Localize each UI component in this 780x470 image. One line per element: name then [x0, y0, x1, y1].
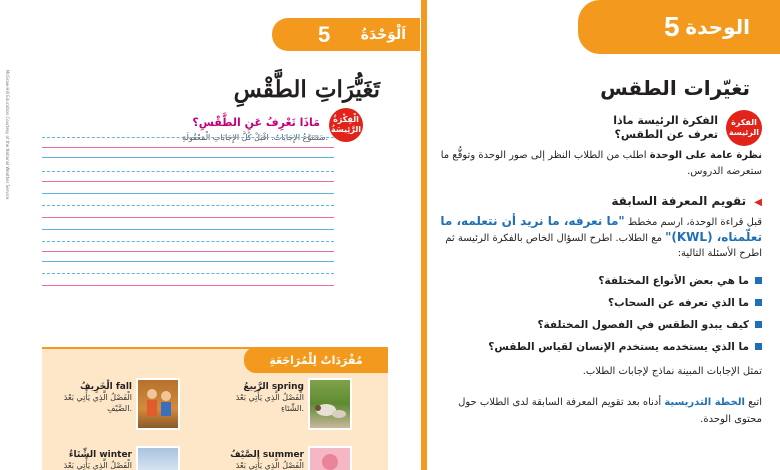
teaching-plan-link[interactable]: الخطة التدريسية: [664, 397, 745, 408]
sheep-icon: [310, 380, 350, 428]
big-idea-badge: الفكرة الرئيسة: [726, 110, 762, 146]
unit-number: 5: [664, 11, 680, 42]
teacher-page-title: تغيّرات الطقس: [600, 76, 750, 100]
question-list: [432, 270, 762, 358]
unit-number: 5: [318, 21, 331, 47]
vocab-term: الرَّبِيعُ spring: [243, 382, 304, 392]
unit-label: الوحدة: [685, 15, 750, 39]
big-idea-badge: الْفِكْرَةُ الرَّئِيسَةُ: [329, 108, 363, 142]
question-text: ما الذي يستخدمه يستخدم الإنسان لقياس الطقس؟: [488, 341, 749, 353]
question-text: ما هي بعض الأنواع المختلفة؟: [598, 275, 749, 287]
page-title: تَغَيُّرَاتِ الطَّقْسِ: [233, 76, 380, 103]
para-before: قبل قراءة الوحدة، ارسم مخطط: [627, 217, 762, 228]
vocab-term: الشِّتَاءُ winter: [68, 450, 132, 460]
vocab-item-winter: [50, 450, 132, 470]
spring-photo: [308, 378, 352, 430]
list-item: [432, 292, 762, 314]
section-title: تقويم المعرفة السابقة: [611, 194, 747, 208]
fall-photo: [136, 378, 180, 430]
writing-lines: [42, 125, 334, 295]
vocab-header: مُفْرَدَاتٌ لِلْمُرَاجَعَةِ: [244, 347, 388, 373]
kwl-highlight: "ما نعرفه، ما نريد أن نتعلمه، ما تعلّمناه، (KWL)": [440, 214, 762, 244]
note-after: أدناه بعد تقويم المعرفة السابقة لدى الطلاب حول محتوى الوحدة.: [458, 397, 762, 425]
overview-label: نظرة عامة على الوحدة: [649, 150, 762, 161]
square-bullet-icon: [755, 343, 762, 350]
vocab-term: الْخَرِيفُ fall: [80, 382, 132, 392]
overview-text: اطلب من الطلاب النظر إلى صور الوحدة وتوقُّع ما ستعرضه الدروس.: [440, 150, 762, 177]
kwl-paragraph: [432, 214, 762, 261]
summer-photo: [308, 446, 352, 470]
vocab-def: الْفَصْلُ الَّذِي يَأْتِي بَعْدَ: [235, 461, 304, 470]
children-icon: [138, 380, 178, 428]
vocab-def: الْفَصْلُ الَّذِي يَأْتِي بَعْدَ الشِّتَاءِ.: [235, 393, 304, 413]
unit-tab: [272, 18, 420, 51]
list-item: [432, 314, 762, 336]
question-text: كيف يبدو الطقس في الفصول المختلفة؟: [537, 319, 749, 331]
note-before: اتبع: [748, 397, 762, 408]
vocab-item-fall: [50, 382, 132, 414]
winter-photo: [136, 446, 180, 470]
square-bullet-icon: [755, 277, 762, 284]
big-idea-question: الفكرة الرئيسة ماذا تعرف عن الطقس؟: [613, 114, 718, 141]
answers-note: تمثل الإجابات المبينة نماذج لإجابات الطلاب.: [582, 366, 762, 377]
section-heading: [611, 194, 762, 208]
para-after: مع الطلاب. اطرح السؤال الخاص بالفكرة الرئيسة ثم اطرح الأسئلة التالية:: [445, 233, 762, 259]
unit-label: اَلْوَحْدَةُ: [360, 26, 406, 43]
vocab-item-spring: [220, 382, 304, 414]
vocab-def: الْفَصْلُ الَّذِي يَأْتِي بَعْدَ الصَّيْفِ.: [63, 393, 132, 413]
unit-tab-teacher: [578, 0, 780, 54]
square-bullet-icon: [755, 321, 762, 328]
triangle-icon: ◀: [754, 197, 762, 208]
vocab-item-summer: [220, 450, 304, 470]
vocab-def: الْفَصْلُ الَّذِي يَأْتِي بَعْدَ: [63, 461, 132, 470]
unit-overview: [432, 148, 762, 180]
credit-text: McGraw-Hill Education Courtesy of the National Weather Service: [5, 70, 10, 200]
square-bullet-icon: [755, 299, 762, 306]
vocab-term: الصَّيْفُ summer: [230, 450, 304, 460]
answer-instruction: سَتَتَنَوَّعُ الإِجَابَاتُ. اقْبَلْ كُلَّ الإِجَابَاتِ الْمَعْقُولَةِ.: [182, 133, 328, 142]
big-idea-question: مَاذَا تَعْرِفُ عَنِ الطَّقْسِ؟: [192, 116, 320, 129]
list-item: [432, 336, 762, 358]
child-icon: [310, 448, 350, 470]
teaching-plan-note: [432, 394, 762, 428]
list-item: [432, 270, 762, 292]
question-text: ما الذي تعرفه عن السحاب؟: [608, 297, 749, 309]
